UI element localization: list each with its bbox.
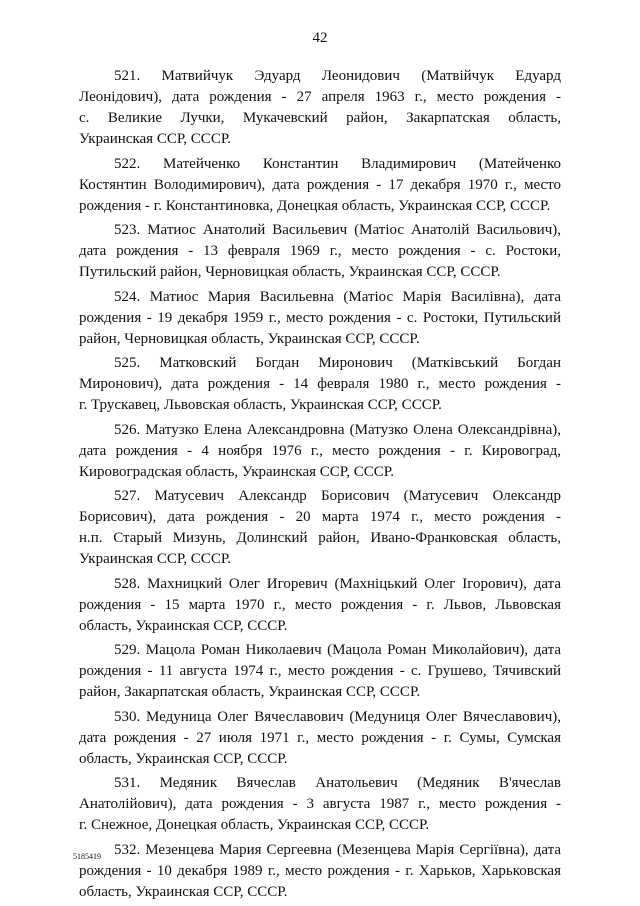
entry-line: 521. Матвийчук Эдуард Леонидович (Матвійчук Едуард: [114, 68, 561, 84]
entry-line: область, Украинская ССР, СССР.: [79, 750, 288, 767]
entry-line: 529. Мацола Роман Николаевич (Мацола Роман Миколайович), дата: [114, 642, 561, 658]
entry-line: дата рождения - 4 ноября 1976 г., место рождения - г. Кировоград,: [79, 442, 561, 459]
document-id: 5185419: [73, 852, 101, 861]
entry-line: рождения - 19 декабря 1959 г., место рождения - с. Ростоки, Путильский: [79, 309, 561, 326]
entry-line: 531. Медяник Вячеслав Анатольевич (Медяник В'ячеслав: [114, 775, 561, 791]
entry-line: рождения - 15 марта 1970 г., место рождения - г. Львов, Львовская: [79, 596, 561, 613]
entry-line: район, Черновицкая область, Украинская ССР, СССР.: [79, 330, 420, 347]
entry-line: Кировоградская область, Украинская ССР, СССР.: [79, 463, 394, 480]
list-item: [79, 353, 561, 416]
page-number: 42: [312, 30, 328, 46]
entry-line: с. Великие Лучки, Мукачевский район, Закарпатская область,: [79, 110, 561, 126]
list-item: [79, 154, 561, 217]
entry-line: Путильский район, Черновицкая область, Украинская ССР, СССР.: [79, 264, 501, 280]
entry-line: 522. Матейченко Константин Владимирович (Матейченко: [114, 155, 561, 172]
list-item: [79, 640, 561, 703]
entry-line: 525. Матковский Богдан Миронович (Матківський Богдан: [114, 355, 561, 371]
entry-line: 530. Медуница Олег Вячеславович (Медуниця Олег Вячеславович),: [114, 708, 561, 725]
entry-line: 523. Матиос Анатолий Васильевич (Матіос Анатолій Васильович),: [114, 222, 561, 238]
entry-line: 524. Матиос Мария Васильевна (Матіос Марія Василівна), дата: [114, 288, 561, 305]
entry-line: г. Снежное, Донецкая область, Украинская ССР, СССР.: [79, 817, 430, 833]
list-item: [79, 707, 561, 770]
entry-line: 528. Махницкий Олег Игоревич (Махніцький Олег Ігорович), дата: [114, 575, 561, 592]
entry-line: г. Трускавец, Львовская область, Украинская ССР, СССР.: [79, 397, 442, 413]
list-item: [79, 574, 561, 637]
entry-line: рождения - г. Константиновка, Донецкая область, Украинская ССР, СССР.: [79, 197, 551, 214]
entry-line: 526. Матузко Елена Александровна (Матузко Олена Олександрівна),: [114, 421, 561, 438]
list-item: [79, 287, 561, 350]
entry-line: Украинская ССР, СССР.: [79, 131, 232, 147]
entry-line: Борисович), дата рождения - 20 марта 1974 г., место рождения -: [79, 509, 561, 525]
entry-line: Миронович), дата рождения - 14 февраля 1980 г., место рождения -: [79, 376, 561, 392]
list-item: [79, 66, 561, 150]
list-item: [79, 220, 561, 283]
entry-line: н.п. Старый Мизунь, Долинский район, Ивано-Франковская область,: [79, 530, 561, 546]
entry-line: область, Украинская ССР, СССР.: [79, 617, 288, 634]
entry-line: Украинская ССР, СССР.: [79, 551, 232, 567]
entry-line: Леонідович), дата рождения - 27 апреля 1963 г., место рождения -: [79, 89, 561, 105]
entry-line: район, Закарпатская область, Украинская ССР, СССР.: [79, 684, 421, 700]
entry-line: 527. Матусевич Александр Борисович (Матусевич Олександр: [114, 488, 561, 504]
entry-line: дата рождения - 27 июля 1971 г., место рождения - г. Сумы, Сумская: [79, 729, 561, 746]
list-item: [79, 420, 561, 483]
list-item: [79, 486, 561, 570]
entry-line: 532. Мезенцева Мария Сергеевна (Мезенцева Марія Сергіївна), дата: [114, 841, 561, 858]
entry-line: рождения - 11 августа 1974 г., место рождения - с. Грушево, Тячивский: [79, 663, 561, 679]
entry-line: рождения - 10 декабря 1989 г., место рождения - г. Харьков, Харьковская: [79, 862, 561, 879]
entry-line: область, Украинская ССР, СССР.: [79, 883, 288, 900]
list-item: [79, 773, 561, 836]
list-item: [79, 840, 561, 903]
entry-line: Костянтин Володимирович), дата рождения - 17 декабря 1970 г., место: [79, 176, 561, 193]
entry-line: Анатолійович), дата рождения - 3 августа 1987 г., место рождения -: [79, 796, 561, 812]
document-body: [79, 66, 561, 906]
entry-line: дата рождения - 13 февраля 1969 г., место рождения - с. Ростоки,: [79, 243, 561, 259]
